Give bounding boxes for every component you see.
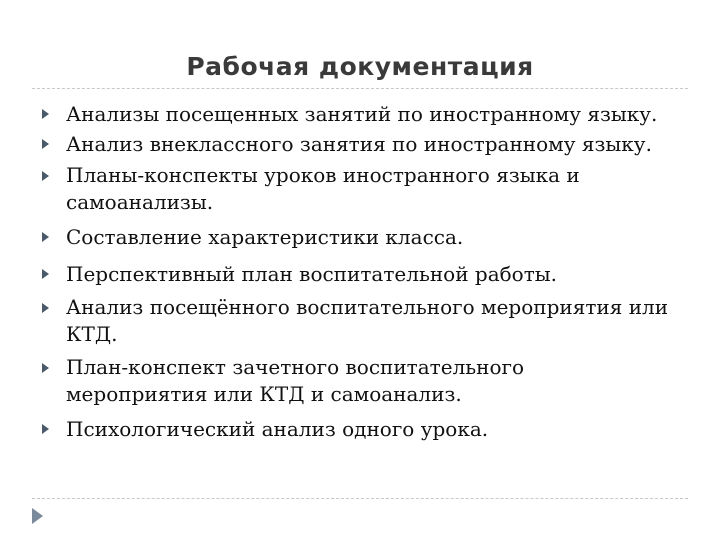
- triangle-bullet-icon: [42, 232, 49, 242]
- list-item: [38, 129, 698, 159]
- list-item-text: Планы-конспекты уроков иностранного языка и самоанализы.: [66, 163, 580, 214]
- list-item-text: Перспективный план воспитательной работы.: [66, 262, 558, 286]
- list-item-text: Анализ посещённого воспитательного мероприятия или КТД.: [66, 295, 669, 346]
- title-divider: [32, 88, 688, 89]
- slide-title: Рабочая документация: [186, 52, 534, 81]
- list-item: [38, 354, 586, 408]
- triangle-bullet-icon: [42, 171, 49, 181]
- list-item-text: Анализы посещенных занятий по иностранному языку.: [66, 102, 658, 126]
- list-item: [38, 414, 698, 444]
- triangle-bullet-icon: [42, 303, 49, 313]
- list-item: [38, 222, 698, 252]
- triangle-bullet-icon: [42, 363, 49, 373]
- bullet-list: [38, 99, 698, 444]
- list-item-text: План-конспект зачетного воспитательного мероприятия или КТД и самоанализ.: [66, 355, 525, 406]
- footer-divider: [32, 498, 688, 499]
- list-item: [38, 99, 698, 129]
- list-item: [38, 162, 626, 216]
- triangle-bullet-icon: [42, 109, 49, 119]
- next-slide-arrow-icon[interactable]: [32, 508, 43, 524]
- triangle-bullet-icon: [42, 139, 49, 149]
- list-item-text: Анализ внеклассного занятия по иностранному языку.: [66, 132, 652, 156]
- list-item: [38, 259, 698, 289]
- list-item-text: Психологический анализ одного урока.: [66, 417, 489, 441]
- list-item-text: Составление характеристики класса.: [66, 225, 464, 249]
- triangle-bullet-icon: [42, 269, 49, 279]
- triangle-bullet-icon: [42, 424, 49, 434]
- list-item: [38, 294, 706, 348]
